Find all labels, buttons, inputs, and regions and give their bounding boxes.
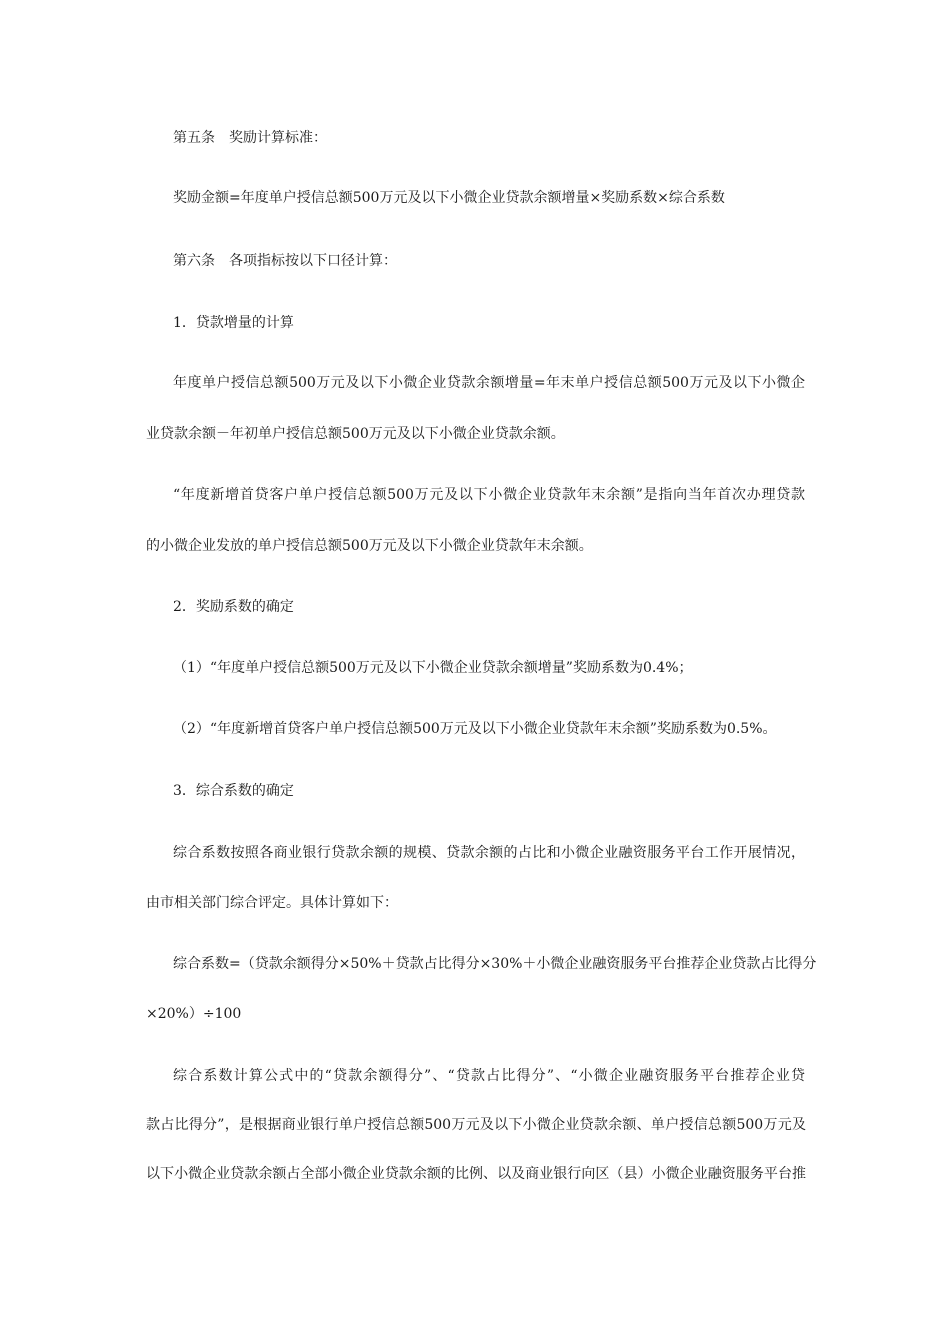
paragraph-line: 以下小微企业贷款余额占全部小微企业贷款余额的比例、以及商业银行向区（县）小微企业融资服务平台推 — [146, 1166, 806, 1182]
paragraph-line: 年度单户授信总额500万元及以下小微企业贷款余额增量=年末单户授信总额500万元及以下小微企 — [173, 375, 805, 391]
list-item: （1）“年度单户授信总额500万元及以下小微企业贷款余额增量”奖励系数为0.4%； — [173, 660, 693, 676]
paragraph-line: 综合系数按照各商业银行贷款余额的规模、贷款余额的占比和小微企业融资服务平台工作开展情况， — [173, 845, 805, 861]
section-3-heading: 3．综合系数的确定 — [173, 783, 294, 799]
paragraph-line: 款占比得分”，是根据商业银行单户授信总额500万元及以下小微企业贷款余额、单户授信总额500万元及 — [146, 1117, 806, 1133]
paragraph-line: 由市相关部门综合评定。具体计算如下： — [146, 895, 398, 911]
section-2-heading: 2．奖励系数的确定 — [173, 599, 294, 615]
article-5-heading: 第五条 奖励计算标准： — [173, 130, 327, 146]
list-item: （2）“年度新增首贷客户单户授信总额500万元及以下小微企业贷款年末余额”奖励系数为0.5%。 — [173, 721, 777, 737]
reward-amount-formula: 奖励金额=年度单户授信总额500万元及以下小微企业贷款余额增量×奖励系数×综合系数 — [173, 190, 725, 206]
paragraph-line: 的小微企业发放的单户授信总额500万元及以下小微企业贷款年末余额。 — [146, 538, 593, 554]
paragraph-line: 业贷款余额－年初单户授信总额500万元及以下小微企业贷款余额。 — [146, 426, 565, 442]
article-6-heading: 第六条 各项指标按以下口径计算： — [173, 253, 397, 269]
paragraph-line: ×20%）÷100 — [146, 1006, 242, 1022]
section-1-heading: 1．贷款增量的计算 — [173, 315, 294, 331]
composite-coefficient-formula: 综合系数=（贷款余额得分×50%＋贷款占比得分×30%＋小微企业融资服务平台推荐企业贷款占比得分 — [173, 956, 817, 972]
paragraph-line: 综合系数计算公式中的“贷款余额得分”、“贷款占比得分”、“小微企业融资服务平台推荐企业贷 — [173, 1068, 805, 1084]
paragraph-line: “年度新增首贷客户单户授信总额500万元及以下小微企业贷款年末余额”是指向当年首次办理贷款 — [173, 487, 805, 503]
